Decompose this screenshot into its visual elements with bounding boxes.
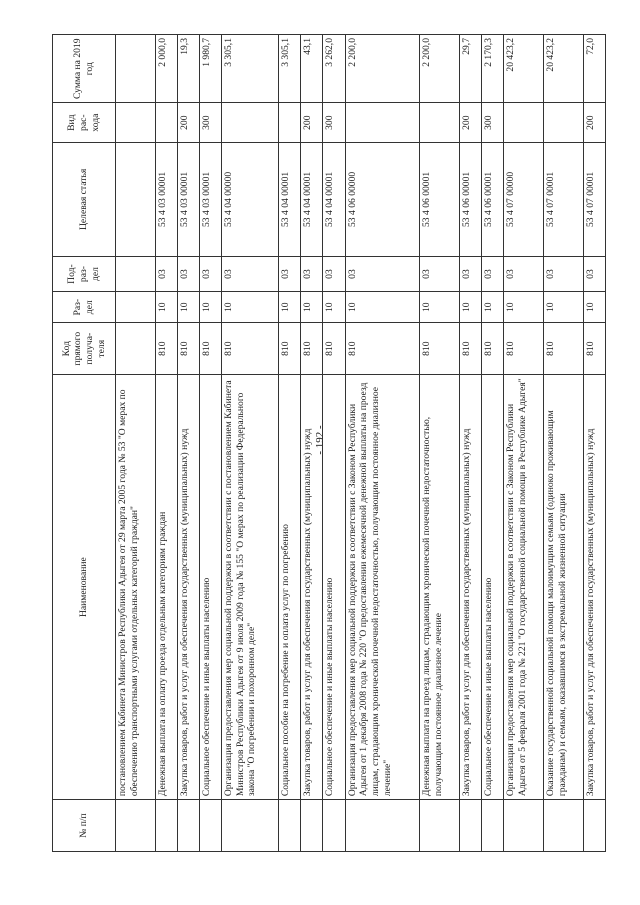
cell-code: 810	[460, 323, 482, 375]
cell-num	[199, 800, 221, 852]
cell-exptype: 200	[177, 103, 199, 142]
cell-num	[221, 800, 278, 852]
cell-amount: 2 000,0	[155, 35, 177, 103]
cell-amount	[116, 35, 156, 103]
cell-amount: 43,1	[301, 35, 323, 103]
table-body	[116, 35, 606, 852]
cell-name: Социальное обеспечение и иные выплаты населению	[482, 375, 504, 800]
cell-section: 10	[323, 292, 345, 323]
cell-num	[504, 800, 544, 852]
header-exptype: Вид рас-хода	[53, 103, 116, 142]
cell-target: 53 4 04 00001	[279, 142, 301, 256]
cell-target: 53 4 04 00000	[221, 142, 278, 256]
cell-name: Социальное пособие на погребение и оплата услуг по погребению	[279, 375, 301, 800]
cell-target: 53 4 07 00000	[504, 142, 544, 256]
cell-subsection: 03	[221, 256, 278, 291]
table-row	[177, 35, 199, 852]
cell-section	[116, 292, 156, 323]
cell-exptype: 300	[482, 103, 504, 142]
cell-target: 53 4 06 00000	[345, 142, 420, 256]
cell-subsection: 03	[482, 256, 504, 291]
cell-section: 10	[420, 292, 460, 323]
table-row	[420, 35, 460, 852]
cell-exptype: 300	[199, 103, 221, 142]
cell-subsection: 03	[504, 256, 544, 291]
cell-amount: 72,0	[583, 35, 605, 103]
header-name: Наименование	[53, 375, 116, 800]
cell-amount: 3 305,1	[279, 35, 301, 103]
cell-section: 10	[345, 292, 420, 323]
cell-target: 53 4 06 00001	[482, 142, 504, 256]
cell-section: 10	[544, 292, 584, 323]
cell-target: 53 4 06 00001	[420, 142, 460, 256]
cell-code: 810	[221, 323, 278, 375]
cell-num	[482, 800, 504, 852]
cell-name: Социальное обеспечение и иные выплаты населению	[323, 375, 345, 800]
cell-exptype	[420, 103, 460, 142]
table-header-row	[53, 35, 116, 852]
cell-num	[279, 800, 301, 852]
cell-target: 53 4 07 00001	[544, 142, 584, 256]
cell-amount: 29,7	[460, 35, 482, 103]
cell-exptype	[544, 103, 584, 142]
cell-code: 810	[345, 323, 420, 375]
cell-code: 810	[482, 323, 504, 375]
cell-name: Социальное обеспечение и иные выплаты населению	[199, 375, 221, 800]
cell-subsection: 03	[155, 256, 177, 291]
cell-section: 10	[482, 292, 504, 323]
cell-section: 10	[155, 292, 177, 323]
rotated-budget-table	[52, 34, 606, 852]
cell-exptype: 200	[301, 103, 323, 142]
cell-code: 810	[199, 323, 221, 375]
cell-num	[323, 800, 345, 852]
cell-num	[460, 800, 482, 852]
cell-code: 810	[177, 323, 199, 375]
header-subsection: Под-раз-дел	[53, 256, 116, 291]
cell-exptype: 200	[460, 103, 482, 142]
cell-subsection: 03	[345, 256, 420, 291]
cell-name: Денежная выплата на оплату проезда отдельным категориям граждан	[155, 375, 177, 800]
cell-code: 810	[583, 323, 605, 375]
cell-exptype	[116, 103, 156, 142]
cell-num	[155, 800, 177, 852]
cell-code	[116, 323, 156, 375]
cell-target	[116, 142, 156, 256]
cell-code: 810	[323, 323, 345, 375]
cell-code: 810	[420, 323, 460, 375]
cell-section: 10	[301, 292, 323, 323]
cell-exptype	[504, 103, 544, 142]
cell-target: 53 4 03 00001	[177, 142, 199, 256]
cell-section: 10	[460, 292, 482, 323]
cell-subsection	[116, 256, 156, 291]
cell-section: 10	[221, 292, 278, 323]
cell-amount: 3 262,0	[323, 35, 345, 103]
cell-exptype	[221, 103, 278, 142]
cell-section: 10	[177, 292, 199, 323]
table-row	[460, 35, 482, 852]
cell-target: 53 4 03 00001	[155, 142, 177, 256]
cell-exptype: 300	[323, 103, 345, 142]
table-row	[221, 35, 278, 852]
cell-subsection: 03	[279, 256, 301, 291]
cell-num	[345, 800, 420, 852]
table-row	[504, 35, 544, 852]
cell-subsection: 03	[199, 256, 221, 291]
cell-amount: 20 423,2	[544, 35, 584, 103]
cell-subsection: 03	[583, 256, 605, 291]
header-num: № п/п	[53, 800, 116, 852]
cell-target: 53 4 03 00001	[199, 142, 221, 256]
cell-name: Оказание государственной социальной помощи малоимущим семьям (одиноко проживающим гражданам) и семьям, оказавшимся в экстремальной жизненной ситуации	[544, 375, 584, 800]
cell-section: 10	[199, 292, 221, 323]
cell-num	[544, 800, 584, 852]
cell-target: 53 4 04 00001	[323, 142, 345, 256]
cell-name: Денежная выплата на проезд лицам, страдающим хронической почечной недостаточностью, получающим постоянное диализное лечение	[420, 375, 460, 800]
header-code: Код прямого получа-теля	[53, 323, 116, 375]
cell-code: 810	[155, 323, 177, 375]
cell-code: 810	[544, 323, 584, 375]
cell-exptype	[345, 103, 420, 142]
cell-code: 810	[279, 323, 301, 375]
cell-target: 53 4 06 00001	[460, 142, 482, 256]
cell-amount: 2 170,3	[482, 35, 504, 103]
cell-code: 810	[504, 323, 544, 375]
table-row	[323, 35, 345, 852]
cell-section: 10	[279, 292, 301, 323]
cell-name: постановлением Кабинета Министров Республики Адыгея от 29 марта 2005 года № 53 "О мерах по обеспечению транспортными услугами отдельных категорий граждан"	[116, 375, 156, 800]
cell-exptype	[155, 103, 177, 142]
cell-subsection: 03	[420, 256, 460, 291]
cell-name: Закупка товаров, работ и услуг для обеспечения государственных (муниципальных) нужд	[177, 375, 199, 800]
cell-amount: 1 980,7	[199, 35, 221, 103]
cell-num	[583, 800, 605, 852]
cell-target: 53 4 07 00001	[583, 142, 605, 256]
cell-name: Закупка товаров, работ и услуг для обеспечения государственных (муниципальных) нужд	[583, 375, 605, 800]
budget-table	[52, 34, 606, 852]
table-row	[345, 35, 420, 852]
cell-name: Организация предоставления мер социальной поддержки в соответствии с Законом Республики Адыгея от 5 февраля 2001 года № 221 "О государственной социальной помощи в Республике Адыгея"	[504, 375, 544, 800]
cell-num	[301, 800, 323, 852]
cell-amount: 19,3	[177, 35, 199, 103]
cell-name: Организация предоставления мер социальной поддержки в соответствии с Законом Республики Адыгея от 1 декабря 2008 года № 220 "О предоставлении ежемесячной денежной выплаты на проезд лицам, страдающим хронической почечной недостаточностью, получающим постоянное диализное лечение"	[345, 375, 420, 800]
cell-name: Организация предоставления мер социальной поддержки в соответствии с постановлением Кабинета Министров Республики Адыгея от 9 июля 2009 года № 155 "О мерах по реализации Федерального закона "О погребении и похоронном деле"	[221, 375, 278, 800]
cell-section: 10	[504, 292, 544, 323]
cell-amount: 2 200,0	[345, 35, 420, 103]
cell-subsection: 03	[460, 256, 482, 291]
table-row	[583, 35, 605, 852]
cell-num	[177, 800, 199, 852]
cell-exptype	[279, 103, 301, 142]
table-row	[482, 35, 504, 852]
cell-subsection: 03	[323, 256, 345, 291]
cell-name: Закупка товаров, работ и услуг для обеспечения государственных (муниципальных) нужд	[301, 375, 323, 800]
cell-name: Закупка товаров, работ и услуг для обеспечения государственных (муниципальных) нужд	[460, 375, 482, 800]
table-row	[155, 35, 177, 852]
cell-target: 53 4 04 00001	[301, 142, 323, 256]
cell-subsection: 03	[301, 256, 323, 291]
header-section: Раз-дел	[53, 292, 116, 323]
page-number: - 192 -	[314, 425, 326, 455]
cell-code: 810	[301, 323, 323, 375]
cell-subsection: 03	[544, 256, 584, 291]
table-row	[301, 35, 323, 852]
cell-num	[420, 800, 460, 852]
header-amount: Сумма на 2019 год	[53, 35, 116, 103]
table-row	[116, 35, 156, 852]
cell-amount: 3 305,1	[221, 35, 278, 103]
cell-exptype: 200	[583, 103, 605, 142]
cell-num	[116, 800, 156, 852]
cell-amount: 2 200,0	[420, 35, 460, 103]
cell-amount: 20 423,2	[504, 35, 544, 103]
table-row	[199, 35, 221, 852]
table-row	[544, 35, 584, 852]
cell-subsection: 03	[177, 256, 199, 291]
header-target: Целевая статья	[53, 142, 116, 256]
table-row	[279, 35, 301, 852]
cell-section: 10	[583, 292, 605, 323]
